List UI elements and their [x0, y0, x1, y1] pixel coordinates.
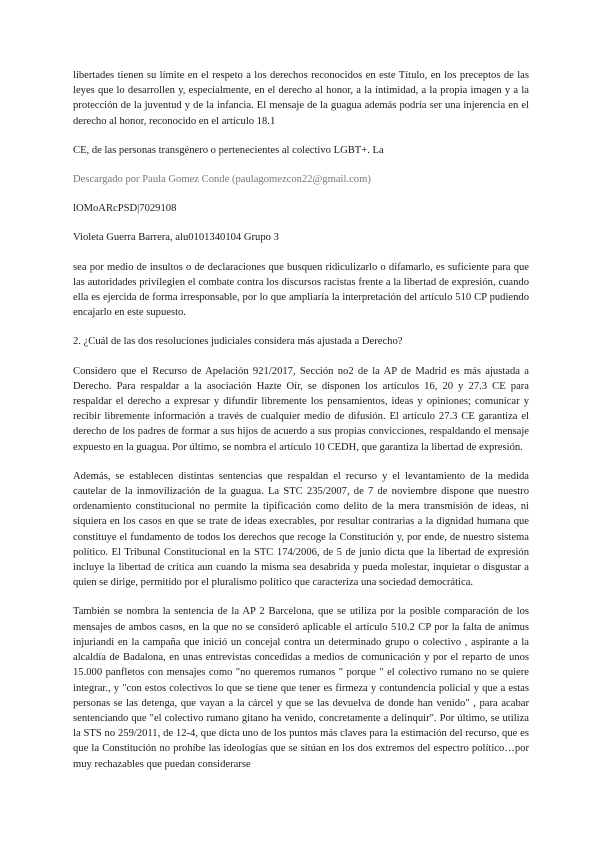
paragraph-fragment: CE, de las personas transgénero o pertenecientes al colectivo LGBT+. La [73, 144, 384, 156]
paragraph-continuation: libertades tienen su límite en el respeto a los derechos reconocidos en este Título, en los preceptos de las leyes que lo desarrollen y, especialmente, en el derecho al honor, a la intimidad, a la propia imagen y a la protección de la juventud y de la infancia. El mensaje de la guagua además podría ser una injerencia en el derecho al honor, reconocido en el artículo 18.1 [73, 70, 529, 127]
question-heading: 2. ¿Cuál de las dos resoluciones judiciales considera más ajustada a Derecho? [73, 336, 403, 348]
paragraph-hate-speech: sea por medio de insultos o de declaraciones que busquen ridiculizarlo o difamarlo, es suficiente para que las autoridades privilegien el combate contra los discursos racistas frente a la libertad de expresión, cuando ella es ejercida de forma irresponsable, por lo que ampliaría la interpretación del artículo 510 CP pudiendo encajarlo en este supuesto. [73, 261, 529, 319]
author-line: Violeta Guerra Barrera, alu0101340104 Grupo 3 [73, 232, 279, 244]
paragraph-sentences: Además, se establecen distintas sentencias que respaldan el recurso y el levantamiento de la medida cautelar de la inmovilización de la guagua. La STC 235/2007, de 7 de noviembre dispone que nuestro ordenamiento constitucional no permite la tipificación como delito de la mera transmisión de ideas, ni siquiera en los casos en que se trate de ideas execrables, por resultar contrarias a la dignidad humana que constituye el fundamento de todos los derechos que recoge la Constitución y, por ende, de nuestro sistema político. El Tribunal Constitucional en la STC 174/2006, de 5 de junio dicta que la libertad de expresión incluye la libertad de crítica aun cuando la misma sea desabrida y pueda molestar, inquietar o disgustar a quien se dirige, permitido por el pluralismo político que caracteriza una sociedad democrática. [73, 470, 529, 589]
document-id: lOMoARcPSD|7029108 [73, 203, 177, 215]
download-notice: Descargado por Paula Gomez Conde (paulagomezcon22@gmail.com) [73, 174, 371, 186]
document-page [73, 68, 529, 786]
paragraph-barcelona: También se nombra la sentencia de la AP 2 Barcelona, que se utiliza por la posible comparación de los mensajes de ambos casos, en la que no se consideró aplicable el artículo 510.2 CP por la falta de animus injuriandi en la campaña que inició un concejal contra un determinado grupo o colectivo , aspirante a la alcaldía de Badalona, en unas entrevistas concedidas a medios de comunicación y por el reparto de unos 15.000 panfletos con mensajes como "no queremos rumanos " porque " el colectivo rumano no se quiere integrar., y "con estos colectivos lo que se tiene que tener es firmeza y contundencia policial y que a estas personas se las detenga, que vayan a la cárcel y que se las devuelva de donde han venido" , para acabar sentenciando que "el colectivo rumano gitano ha venido, concretamente a delinquir". Por último, se utiliza la STS no 259/2011, de 12-4, que dicta uno de los puntos más claves para la estimación del recurso, que es que la Constitución no prohíbe las ideologías que se sitúan en los dos extremos del espectro político…por muy rechazables que puedan considerarse [73, 606, 529, 770]
paragraph-appeal: Considero que el Recurso de Apelación 921/2017, Sección no2 de la AP de Madrid es más ajustada a Derecho. Para respaldar a la asociación Hazte Oír, se disponen los artículos 16, 20 y 27.3 CE para respaldar el derecho a expresar y difundir libremente los pensamientos, ideas y opiniones; comunicar y recibir libremente información a través de cualquier medio de difusión. El artículo 27.3 CE garantiza el derecho de los padres de formar a sus hijos de acuerdo a sus propias convicciones, respaldando el mensaje expuesto en la guagua. Por último, se nombra el artículo 10 CEDH, que garantiza la libertad de expresión. [73, 365, 529, 453]
